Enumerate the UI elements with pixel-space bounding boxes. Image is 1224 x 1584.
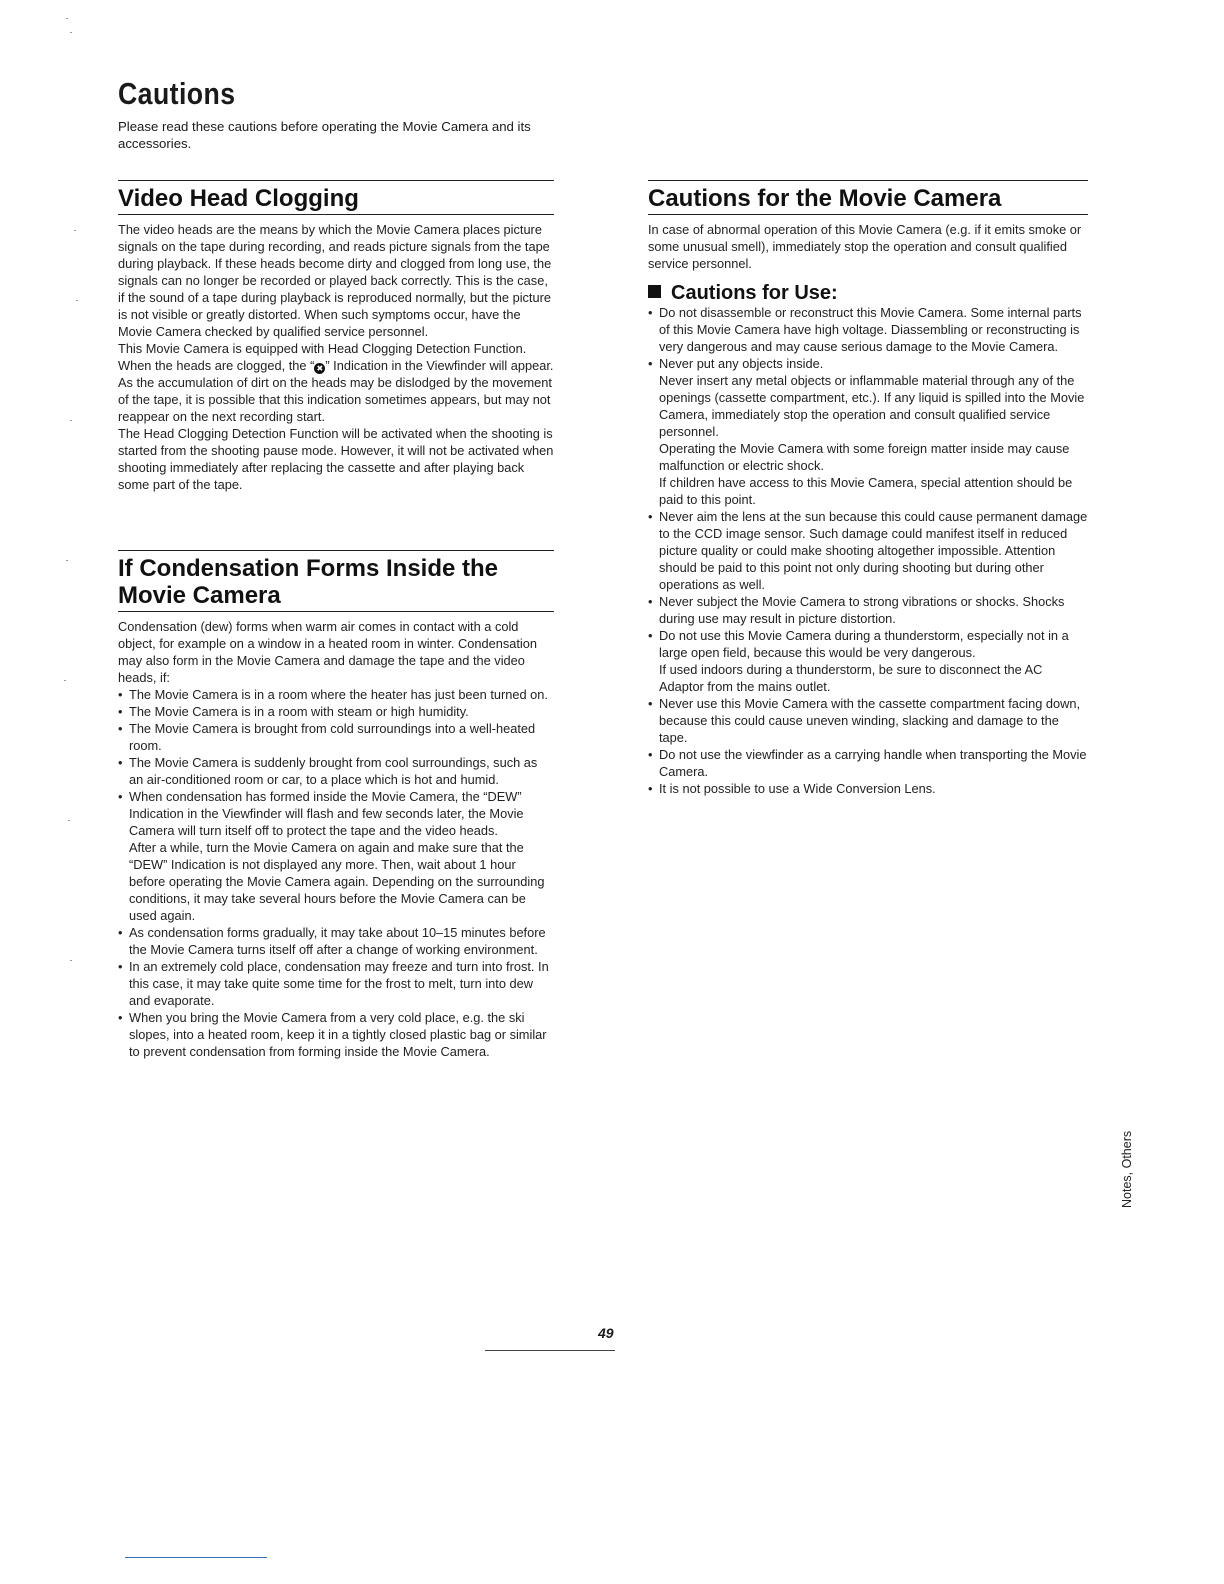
scan-speck: [76, 300, 78, 301]
corner-rule: [125, 1557, 267, 1558]
section-heading-condensation: If Condensation Forms Inside the Movie Camera: [118, 550, 554, 612]
list-item: • The Movie Camera is brought from cold surroundings into a well-heated room.: [118, 720, 554, 754]
list-item-continuation: If children have access to this Movie Camera, special attention should be paid to this point.: [659, 475, 1073, 507]
paragraph: The Head Clogging Detection Function will be activated when the shooting is started from the shooting pause mode. However, it will not be activated when shooting immediately after replacing the cassette and after playing back some part of the tape.: [118, 426, 554, 492]
video-head-section: [118, 180, 554, 493]
paragraph: [118, 340, 554, 425]
side-tab-label: Notes, Others: [1120, 1130, 1134, 1208]
left-column: [118, 180, 554, 1180]
page-title: Cautions: [118, 76, 236, 111]
list-item: • Never use this Movie Camera with the cassette compartment facing down, because this could cause uneven winding, slacking and damage to the tape.: [648, 695, 1088, 746]
list-item: • It is not possible to use a Wide Conversion Lens.: [648, 780, 1088, 797]
list-item: • Never subject the Movie Camera to strong vibrations or shocks. Shocks during use may result in picture distortion.: [648, 593, 1088, 627]
scan-speck: [66, 560, 68, 561]
movie-camera-section: [648, 180, 1088, 797]
list-item-continuation: Operating the Movie Camera with some foreign matter inside may cause malfunction or electric shock.: [659, 441, 1070, 473]
scan-speck: [70, 420, 72, 421]
text: This Movie Camera is equipped with Head Clogging Detection Function. When the heads are clogged, the “: [118, 341, 527, 373]
list-item: • Do not use the viewfinder as a carrying handle when transporting the Movie Camera.: [648, 746, 1088, 780]
intro-text: Please read these cautions before operating the Movie Camera and its accessories.: [118, 119, 531, 151]
list-item: • Never put any objects inside.: [648, 355, 1088, 372]
scan-speck: [70, 32, 72, 33]
list-item: • Do not use this Movie Camera during a thunderstorm, especially not in a large open field, because this would be very dangerous.: [648, 627, 1088, 661]
list-item-continuation: Never insert any metal objects or inflammable material through any of the openings (cassette compartment, etc.). If any liquid is spilled into the Movie Camera, immediately stop the operation and consult qualified service personnel.: [659, 373, 1085, 439]
list-item: • The Movie Camera is suddenly brought from cool surroundings, such as an air-conditioned room or car, to a place which is hot and humid.: [118, 754, 554, 788]
scan-speck: [64, 680, 66, 681]
list-item: • As condensation forms gradually, it may take about 10–15 minutes before the Movie Camera turns itself off after a change of working environment.: [118, 924, 554, 958]
list-item: • The Movie Camera is in a room with steam or high humidity.: [118, 703, 554, 720]
list-item: • Do not disassemble or reconstruct this Movie Camera. Some internal parts of this Movie Camera have high voltage. Diassembling or reconstructing is very dangerous and may cause serious damage to the Movie Camera.: [648, 304, 1088, 355]
paragraph: The video heads are the means by which the Movie Camera places picture signals on the tape during recording, and reads picture signals from the tape during playback. If these heads become dirty and clogged from long use, the signals can no longer be recorded or played back correctly. This is the case, if the sound of a tape during playback is reproduced normally, but the picture is not visible or greatly distorted. When such symptoms occur, have the Movie Camera checked by qualified service personnel.: [118, 222, 552, 339]
section-body: [118, 221, 554, 493]
paragraph: Condensation (dew) forms when warm air comes in contact with a cold object, for example on a window in a heated room in winter. Condensation may also form in the Movie Camera and damage the tape and the video heads, if:: [118, 619, 537, 685]
section-body: [118, 618, 554, 1060]
head-clog-icon: ✖: [314, 363, 325, 374]
scan-speck: [70, 960, 72, 961]
sub-heading-text: Cautions for Use:: [671, 282, 838, 304]
condensation-section: [118, 550, 554, 1060]
page-number: 49: [598, 1325, 614, 1341]
section-heading-movie-camera: Cautions for the Movie Camera: [648, 180, 1088, 215]
square-bullet-icon: [648, 285, 661, 298]
paragraph: In case of abnormal operation of this Movie Camera (e.g. if it emits smoke or some unusual smell), immediately stop the operation and consult qualified service personnel.: [648, 222, 1082, 271]
section-body: [648, 221, 1088, 797]
sub-heading-cautions-for-use: [648, 282, 1088, 304]
list-item-continuation: After a while, turn the Movie Camera on again and make sure that the “DEW” Indication is not displayed any more. Then, wait about 1 hour before operating the Movie Camera again. Depending on the surrounding conditions, it may take several hours before the Movie Camera can be used again.: [129, 840, 545, 923]
right-column: [648, 180, 1088, 880]
list-item: • The Movie Camera is in a room where the heater has just been turned on.: [118, 686, 554, 703]
side-tab: [1100, 1120, 1160, 1220]
list-item-continuation: If used indoors during a thunderstorm, be sure to disconnect the AC Adaptor from the mains outlet.: [659, 662, 1043, 694]
section-heading-video-head: Video Head Clogging: [118, 180, 554, 215]
list-item: • When condensation has formed inside the Movie Camera, the “DEW” Indication in the Viewfinder will flash and few seconds later, the Movie Camera will turn itself off to protect the tape and the video heads.: [118, 788, 554, 839]
scan-speck: [74, 230, 76, 231]
list-item: • When you bring the Movie Camera from a very cold place, e.g. the ski slopes, into a heated room, keep it in a tightly closed plastic bag or similar to prevent condensation from forming inside the Movie Camera.: [118, 1009, 554, 1060]
scan-speck: [68, 820, 70, 821]
text: ” Indication in the Viewfinder will appear. As the accumulation of dirt on the heads may be dislodged by the movement of the tape, it is possible that this indication sometimes appears, but may not reappear on the next recording start.: [118, 358, 554, 424]
list-item: • In an extremely cold place, condensation may freeze and turn into frost. In this case, it may take quite some time for the frost to melt, turn into dew and evaporate.: [118, 958, 554, 1009]
list-item: • Never aim the lens at the sun because this could cause permanent damage to the CCD image sensor. Such damage could manifest itself in reduced picture quality or could make shooting altogether impossible. Attention should be paid to this point not only during shooting but during other operations as well.: [648, 508, 1088, 593]
scan-speck: [66, 18, 68, 19]
footer-rule: [485, 1350, 615, 1351]
